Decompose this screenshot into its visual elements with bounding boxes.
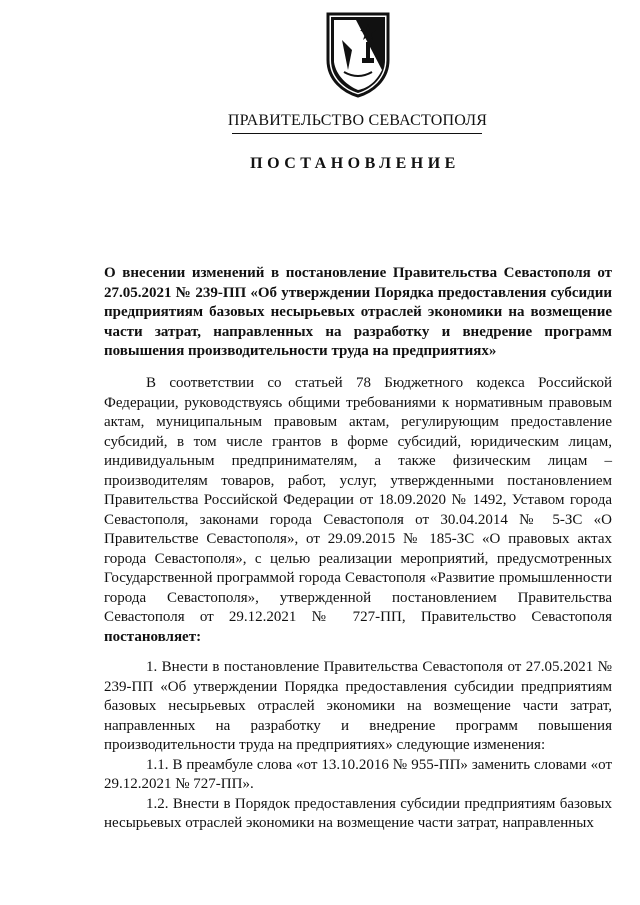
list-item: 1.1. В преамбуле слова «от 13.10.2016 № 955-ПП» заменить словами «от 29.12.2021 № 727-ПП».: [104, 756, 612, 792]
sevastopol-coat-of-arms-icon: [322, 10, 394, 98]
preamble-section: [104, 374, 612, 647]
list-item: 1. Внести в постановление Правительства Севастополя от 27.05.2021 № 239-ПП «Об утверждении Порядка предоставления субсидии предприятиям базовых несырьевых отраслей экономики на возмещение части затрат, направленных на разработку и внедрение программ повышения производительности труда на предприятиях» следующие изменения:: [104, 659, 612, 753]
document-type-heading: ПОСТАНОВЛЕНИЕ: [250, 155, 460, 172]
preamble-text: В соответствии со статьей 78 Бюджетного кодекса Российской Федерации, руководствуясь общими требованиями к нормативным правовым актам, муниципальным правовым актам, регулирующим предоставление субсидий, в том числе грантов в форме субсидий, юридическим лицам, индивидуальным предпринимателям, а также физическим лицам – производителям товаров, работ, услуг, утвержденными постановлением Правительства Российской Федерации от 18.09.2020 № 1492, Уставом города Севастополя, законами города Севастополя от 30.04.2014 № 5-ЗС «О Правительстве Севастополя», от 29.09.2015 № 185-ЗС «О правовых актах города Севастополя», с целью реализации мероприятий, предусмотренных Государственной программой города Севастополя «Развитие промышленности города Севастополя», утвержденной постановлением Правительства Севастополя от 29.12.2021 № 727-ПП, Правительство Севастополя: [104, 375, 612, 625]
government-name: ПРАВИТЕЛЬСТВО СЕВАСТОПОЛЯ: [227, 112, 488, 129]
title-underline: [232, 133, 482, 134]
document-subject: О внесении изменений в постановление Правительства Севастополя от 27.05.2021 № 239-ПП «Об утверждении Порядка предоставления субсидии предприятиям базовых несырьевых отраслей экономики на возмещение части затрат, направленных на разработку и внедрение программ повышения производительности труда на предприятиях»: [104, 265, 612, 359]
amendments-list: [104, 658, 612, 834]
resolves-word: постановляет:: [104, 628, 202, 645]
preamble-paragraph: [104, 374, 612, 647]
list-item: 1.2. Внести в Порядок предоставления субсидии предприятиям базовых несырьевых отраслей экономики на возмещение части затрат, направленных: [104, 795, 612, 831]
